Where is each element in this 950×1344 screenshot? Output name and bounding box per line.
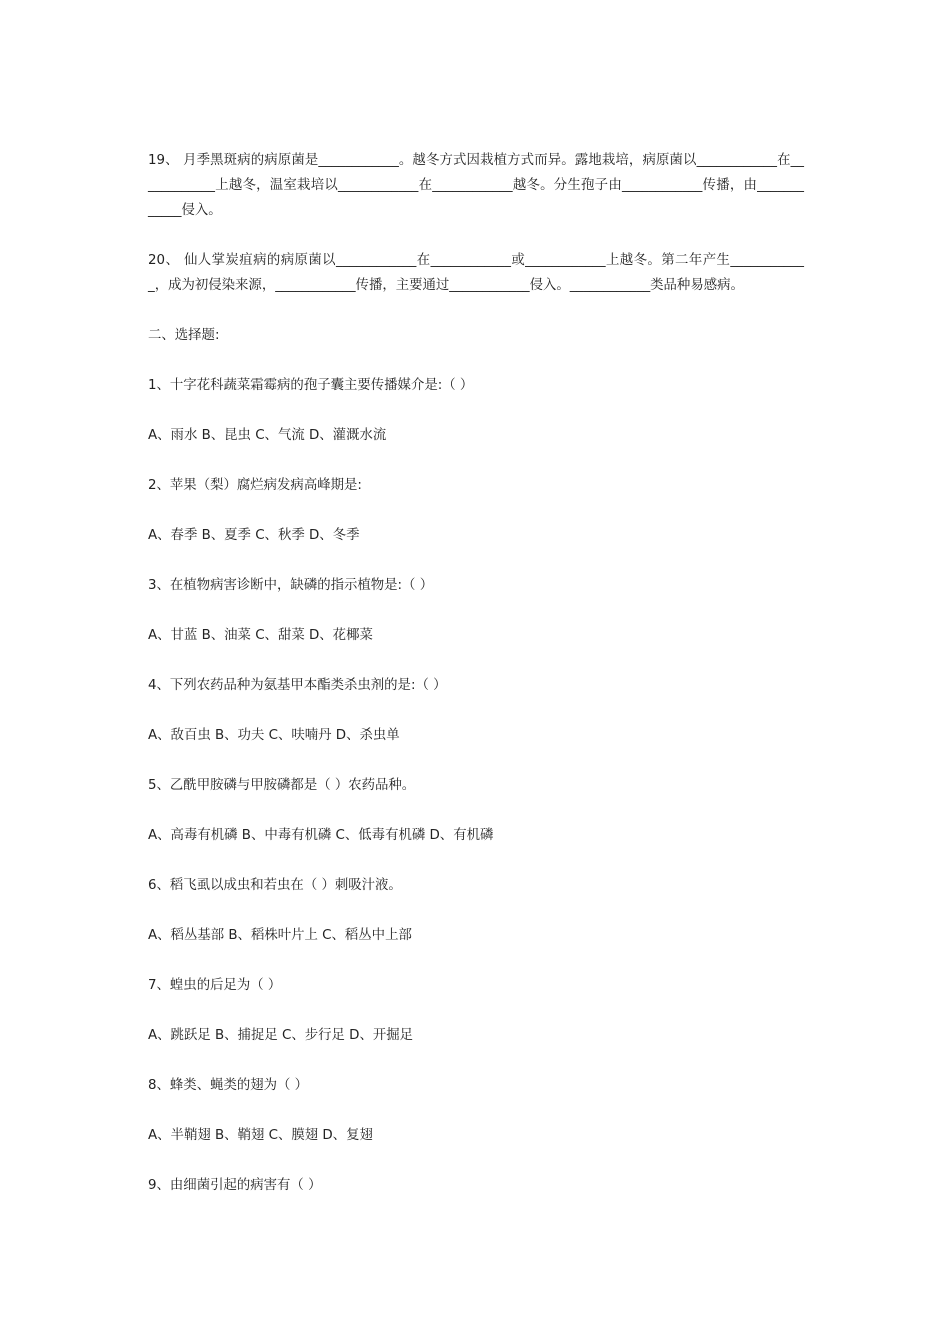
section-title: 二、选择题: — [148, 328, 220, 343]
question-6-options: A、稻丛基部 B、稻株叶片上 C、稻丛中上部 — [148, 928, 412, 943]
document-body — [148, 148, 804, 1223]
question-2: 2、苹果（梨）腐烂病发病高峰期是: — [148, 478, 362, 493]
question-4-options: A、敌百虫 B、功夫 C、呋喃丹 D、杀虫单 — [148, 728, 400, 743]
question-5: 5、乙酰甲胺磷与甲胺磷都是（ ）农药品种。 — [148, 778, 416, 793]
question-9: 9、由细菌引起的病害有（ ） — [148, 1178, 322, 1193]
question-1-options: A、雨水 B、昆虫 C、气流 D、灌溉水流 — [148, 428, 387, 443]
question-7: 7、蝗虫的后足为（ ） — [148, 978, 282, 993]
fill-in-question-20: 20、 仙人掌炭疽病的病原菌以____________在____________或____________上越冬。第二年产生____________，成为初侵染来源，____________传播，主要通过____________侵入。____________类品种易感病。 — [148, 253, 804, 293]
question-5-options: A、高毒有机磷 B、中毒有机磷 C、低毒有机磷 D、有机磷 — [148, 828, 494, 843]
question-7-options: A、跳跃足 B、捕捉足 C、步行足 D、开掘足 — [148, 1028, 414, 1043]
question-4: 4、下列农药品种为氨基甲本酯类杀虫剂的是:（ ） — [148, 678, 447, 693]
question-1: 1、十字花科蔬菜霜霉病的孢子囊主要传播媒介是:（ ） — [148, 378, 474, 393]
question-3-options: A、甘蓝 B、油菜 C、甜菜 D、花椰菜 — [148, 628, 373, 643]
question-3: 3、在植物病害诊断中，缺磷的指示植物是:（ ） — [148, 578, 434, 593]
question-2-options: A、春季 B、夏季 C、秋季 D、冬季 — [148, 528, 360, 543]
fill-in-question-19: 19、 月季黑斑病的病原菌是____________。越冬方式因栽植方式而异。露地栽培，病原菌以____________在____________上越冬，温室栽培以____________在____________越冬。分生孢子由____________传播，由____________侵入。 — [148, 153, 804, 218]
question-6: 6、稻飞虱以成虫和若虫在（ ）刺吸汁液。 — [148, 878, 402, 893]
question-8: 8、蜂类、蝇类的翅为（ ） — [148, 1078, 309, 1093]
question-8-options: A、半鞘翅 B、鞘翅 C、膜翅 D、复翅 — [148, 1128, 373, 1143]
